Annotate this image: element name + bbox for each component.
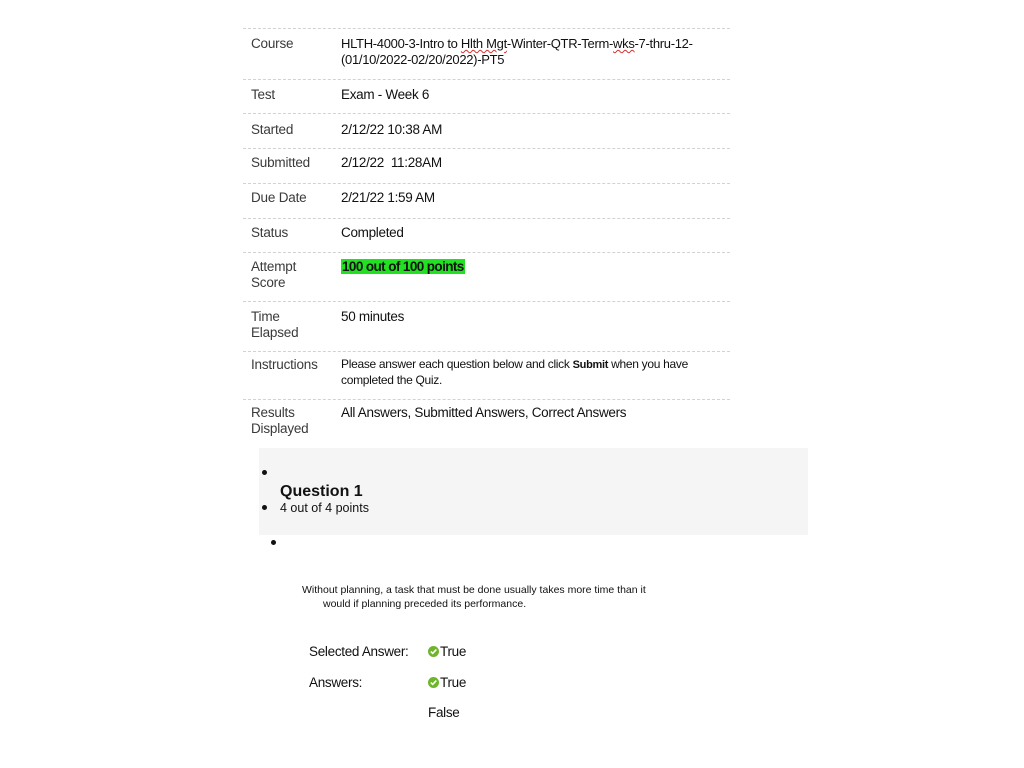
answer-option-true: True bbox=[428, 675, 466, 690]
selected-answer-value: True bbox=[428, 644, 466, 659]
detail-value-test: Exam - Week 6 bbox=[341, 87, 430, 102]
detail-label: Test bbox=[251, 87, 275, 102]
detail-row-instructions bbox=[243, 351, 730, 399]
answer-option-false: False bbox=[428, 705, 460, 720]
question-title: Question 1 bbox=[280, 483, 363, 500]
detail-value-time-elapsed: 50 minutes bbox=[341, 309, 405, 324]
detail-label: Submitted bbox=[251, 155, 310, 170]
detail-value-instructions: Please answer each question below and click Submit when you have completed the Quiz. bbox=[341, 357, 688, 387]
correct-check-icon bbox=[428, 677, 439, 688]
detail-label: Due Date bbox=[251, 190, 307, 205]
detail-value-due-date: 2/21/22 1:59 AM bbox=[341, 190, 435, 205]
detail-value-status: Completed bbox=[341, 225, 404, 240]
question-text: Without planning, a task that must be done usually takes more time than it would if planning preceded its performance. bbox=[302, 584, 646, 610]
selected-answer-label: Selected Answer: bbox=[309, 644, 409, 659]
detail-label: Time Elapsed bbox=[251, 309, 299, 340]
detail-row-time-elapsed bbox=[243, 301, 730, 351]
detail-value-score bbox=[341, 259, 730, 301]
detail-row-attempt-score bbox=[243, 252, 730, 301]
detail-row-course bbox=[243, 28, 730, 79]
detail-label: Started bbox=[251, 122, 294, 137]
test-details-table bbox=[243, 28, 730, 447]
detail-label: Status bbox=[251, 225, 289, 240]
detail-label: Instructions bbox=[251, 357, 318, 372]
submit-emphasis: Submit bbox=[572, 359, 609, 371]
question-points: 4 out of 4 points bbox=[280, 501, 369, 515]
detail-row-started bbox=[243, 113, 730, 148]
bullet bbox=[262, 505, 267, 510]
answers-label: Answers: bbox=[309, 675, 363, 690]
detail-label: Course bbox=[251, 36, 294, 51]
detail-row-test bbox=[243, 79, 730, 113]
detail-value-results: All Answers, Submitted Answers, Correct Answers bbox=[341, 405, 627, 420]
correct-check-icon bbox=[428, 646, 439, 657]
detail-label: Results Displayed bbox=[251, 405, 309, 436]
detail-value-course: HLTH-4000-3-Intro to Hlth Mgt-Winter-QTR-Term-wks-7-thru-12-(01/10/2022-02/20/2022)-PT5 bbox=[341, 36, 693, 67]
detail-row-submitted bbox=[243, 148, 730, 183]
detail-row-status bbox=[243, 218, 730, 252]
bullet bbox=[262, 470, 267, 475]
bullet bbox=[271, 540, 276, 545]
detail-value-submitted: 2/12/22 11:28AM bbox=[341, 155, 442, 170]
detail-row-due-date bbox=[243, 183, 730, 218]
detail-label: Attempt Score bbox=[251, 259, 297, 290]
detail-row-results-displayed bbox=[243, 399, 730, 447]
detail-value-started: 2/12/22 10:38 AM bbox=[341, 122, 443, 137]
score-highlight: 100 out of 100 points bbox=[342, 259, 464, 274]
